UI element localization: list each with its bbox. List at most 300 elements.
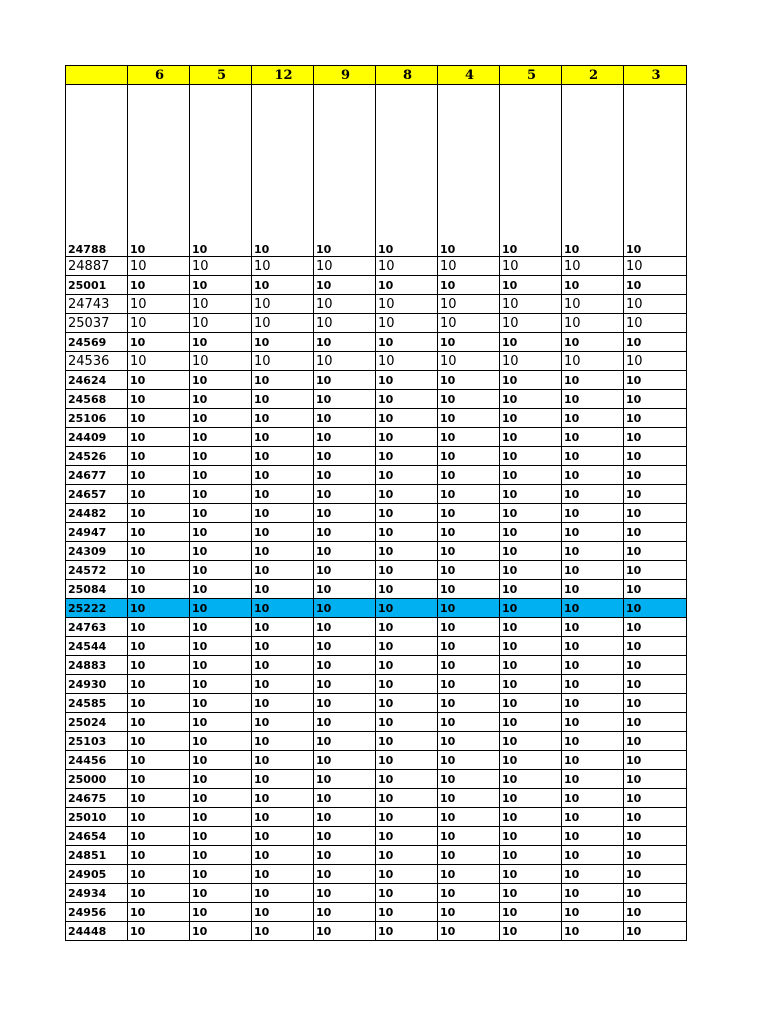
value-cell: 10 <box>562 656 624 675</box>
value-cell: 10 <box>438 523 500 542</box>
value-cell: 10 <box>128 713 190 732</box>
value-cell: 10 <box>562 333 624 352</box>
value-cell: 10 <box>438 542 500 561</box>
value-cell: 10 <box>314 371 376 390</box>
value-cell: 10 <box>500 428 562 447</box>
value-cell: 10 <box>128 732 190 751</box>
value-cell: 10 <box>376 447 438 466</box>
value-cell: 10 <box>500 580 562 599</box>
value-cell: 10 <box>500 504 562 523</box>
value-cell: 10 <box>376 827 438 846</box>
value-cell: 10 <box>624 827 687 846</box>
row-id-cell: 24526 <box>66 447 128 466</box>
value-cell: 10 <box>128 276 190 295</box>
value-cell: 10 <box>376 694 438 713</box>
value-cell: 10 <box>624 865 687 884</box>
value-cell: 10 <box>376 713 438 732</box>
value-cell: 10 <box>376 523 438 542</box>
value-cell: 10 <box>128 409 190 428</box>
value-cell: 10 <box>252 466 314 485</box>
value-cell: 10 <box>562 295 624 314</box>
value-cell: 10 <box>314 713 376 732</box>
value-cell: 10 <box>190 789 252 808</box>
table-row <box>66 656 687 675</box>
value-cell: 10 <box>252 789 314 808</box>
header-cell: 12 <box>252 66 314 85</box>
table-row <box>66 580 687 599</box>
value-cell: 10 <box>190 428 252 447</box>
value-cell: 10 <box>438 694 500 713</box>
header-cell: 8 <box>376 66 438 85</box>
value-cell: 10 <box>376 333 438 352</box>
table-row <box>66 371 687 390</box>
header-row <box>66 66 687 85</box>
value-cell: 10 <box>438 656 500 675</box>
value-cell: 10 <box>376 409 438 428</box>
table-row <box>66 276 687 295</box>
value-cell: 10 <box>190 314 252 333</box>
value-cell: 10 <box>562 409 624 428</box>
value-cell: 10 <box>376 85 438 257</box>
header-cell: 3 <box>624 66 687 85</box>
value-cell: 10 <box>376 808 438 827</box>
value-cell: 10 <box>252 257 314 276</box>
value-cell: 10 <box>128 561 190 580</box>
value-cell: 10 <box>376 922 438 941</box>
value-cell: 10 <box>190 903 252 922</box>
value-cell: 10 <box>438 295 500 314</box>
value-cell: 10 <box>252 599 314 618</box>
value-cell: 10 <box>562 922 624 941</box>
table-row <box>66 447 687 466</box>
value-cell: 10 <box>314 599 376 618</box>
value-cell: 10 <box>376 390 438 409</box>
row-id-cell: 24657 <box>66 485 128 504</box>
value-cell: 10 <box>128 333 190 352</box>
header-cell: 5 <box>190 66 252 85</box>
value-cell: 10 <box>190 257 252 276</box>
value-cell: 10 <box>376 865 438 884</box>
table-row <box>66 542 687 561</box>
table-row <box>66 770 687 789</box>
value-cell: 10 <box>252 884 314 903</box>
value-cell: 10 <box>376 580 438 599</box>
table-row <box>66 789 687 808</box>
row-id-cell: 25084 <box>66 580 128 599</box>
row-id-cell: 24677 <box>66 466 128 485</box>
value-cell: 10 <box>314 447 376 466</box>
value-cell: 10 <box>128 846 190 865</box>
value-cell: 10 <box>252 694 314 713</box>
value-cell: 10 <box>314 390 376 409</box>
value-cell: 10 <box>314 846 376 865</box>
value-cell: 10 <box>376 846 438 865</box>
value-cell: 10 <box>190 276 252 295</box>
value-cell: 10 <box>128 808 190 827</box>
value-cell: 10 <box>624 257 687 276</box>
table-row <box>66 808 687 827</box>
value-cell: 10 <box>562 751 624 770</box>
value-cell: 10 <box>314 257 376 276</box>
value-cell: 10 <box>562 789 624 808</box>
value-cell: 10 <box>562 846 624 865</box>
value-cell: 10 <box>252 295 314 314</box>
value-cell: 10 <box>252 542 314 561</box>
value-cell: 10 <box>190 865 252 884</box>
value-cell: 10 <box>500 618 562 637</box>
value-cell: 10 <box>500 770 562 789</box>
row-id-cell: 25001 <box>66 276 128 295</box>
value-cell: 10 <box>190 884 252 903</box>
row-id-cell: 24654 <box>66 827 128 846</box>
value-cell: 10 <box>252 523 314 542</box>
value-cell: 10 <box>314 865 376 884</box>
row-id-cell: 24456 <box>66 751 128 770</box>
header-cell: 9 <box>314 66 376 85</box>
value-cell: 10 <box>252 314 314 333</box>
value-cell: 10 <box>562 884 624 903</box>
value-cell: 10 <box>500 884 562 903</box>
row-id-cell: 24409 <box>66 428 128 447</box>
value-cell: 10 <box>376 295 438 314</box>
table-row <box>66 865 687 884</box>
value-cell: 10 <box>314 485 376 504</box>
value-cell: 10 <box>314 656 376 675</box>
value-cell: 10 <box>438 447 500 466</box>
row-id-cell: 25222 <box>66 599 128 618</box>
value-cell: 10 <box>252 561 314 580</box>
value-cell: 10 <box>500 333 562 352</box>
value-cell: 10 <box>438 865 500 884</box>
table-row <box>66 314 687 333</box>
value-cell: 10 <box>376 466 438 485</box>
value-cell: 10 <box>624 732 687 751</box>
value-cell: 10 <box>190 542 252 561</box>
value-cell: 10 <box>562 542 624 561</box>
value-cell: 10 <box>128 580 190 599</box>
table-row <box>66 694 687 713</box>
table-row <box>66 713 687 732</box>
value-cell: 10 <box>376 542 438 561</box>
table-row <box>66 466 687 485</box>
value-cell: 10 <box>190 504 252 523</box>
value-cell: 10 <box>190 694 252 713</box>
value-cell: 10 <box>314 827 376 846</box>
row-id-cell: 24763 <box>66 618 128 637</box>
value-cell: 10 <box>376 485 438 504</box>
value-cell: 10 <box>128 352 190 371</box>
value-cell: 10 <box>438 314 500 333</box>
value-cell: 10 <box>438 85 500 257</box>
row-id-cell: 24788 <box>66 85 128 257</box>
value-cell: 10 <box>624 314 687 333</box>
value-cell: 10 <box>438 352 500 371</box>
value-cell: 10 <box>252 390 314 409</box>
value-cell: 10 <box>562 390 624 409</box>
value-cell: 10 <box>562 257 624 276</box>
value-cell: 10 <box>500 352 562 371</box>
value-cell: 10 <box>624 808 687 827</box>
table-row <box>66 333 687 352</box>
value-cell: 10 <box>438 808 500 827</box>
value-cell: 10 <box>376 599 438 618</box>
value-cell: 10 <box>438 846 500 865</box>
header-cell-id <box>66 66 128 85</box>
row-id-cell: 25103 <box>66 732 128 751</box>
value-cell: 10 <box>500 371 562 390</box>
value-cell: 10 <box>624 85 687 257</box>
header-cell: 5 <box>500 66 562 85</box>
value-cell: 10 <box>562 694 624 713</box>
value-cell: 10 <box>500 561 562 580</box>
row-id-cell: 24482 <box>66 504 128 523</box>
value-cell: 10 <box>624 884 687 903</box>
value-cell: 10 <box>376 561 438 580</box>
value-cell: 10 <box>500 922 562 941</box>
value-cell: 10 <box>438 504 500 523</box>
value-cell: 10 <box>190 447 252 466</box>
value-cell: 10 <box>314 428 376 447</box>
row-id-cell: 24930 <box>66 675 128 694</box>
value-cell: 10 <box>314 409 376 428</box>
value-cell: 10 <box>128 314 190 333</box>
value-cell: 10 <box>128 371 190 390</box>
table-row <box>66 352 687 371</box>
value-cell: 10 <box>190 656 252 675</box>
value-cell: 10 <box>190 352 252 371</box>
value-cell: 10 <box>128 656 190 675</box>
value-cell: 10 <box>190 561 252 580</box>
value-cell: 10 <box>376 903 438 922</box>
value-cell: 10 <box>252 846 314 865</box>
value-cell: 10 <box>500 599 562 618</box>
value-cell: 10 <box>190 295 252 314</box>
value-cell: 10 <box>252 447 314 466</box>
value-cell: 10 <box>376 504 438 523</box>
value-cell: 10 <box>500 694 562 713</box>
value-cell: 10 <box>252 713 314 732</box>
row-id-cell: 24544 <box>66 637 128 656</box>
value-cell: 10 <box>376 789 438 808</box>
table-row <box>66 390 687 409</box>
value-cell: 10 <box>500 675 562 694</box>
value-cell: 10 <box>500 903 562 922</box>
value-cell: 10 <box>624 466 687 485</box>
value-cell: 10 <box>624 789 687 808</box>
value-cell: 10 <box>190 770 252 789</box>
value-cell: 10 <box>252 333 314 352</box>
row-id-cell: 25000 <box>66 770 128 789</box>
value-cell: 10 <box>438 751 500 770</box>
value-cell: 10 <box>562 447 624 466</box>
value-cell: 10 <box>438 599 500 618</box>
row-id-cell: 25037 <box>66 314 128 333</box>
value-cell: 10 <box>438 561 500 580</box>
value-cell: 10 <box>500 295 562 314</box>
value-cell: 10 <box>128 85 190 257</box>
value-cell: 10 <box>562 599 624 618</box>
value-cell: 10 <box>500 713 562 732</box>
value-cell: 10 <box>624 656 687 675</box>
value-cell: 10 <box>562 827 624 846</box>
table-row <box>66 751 687 770</box>
value-cell: 10 <box>562 903 624 922</box>
value-cell: 10 <box>624 333 687 352</box>
value-cell: 10 <box>500 485 562 504</box>
value-cell: 10 <box>252 371 314 390</box>
value-cell: 10 <box>190 523 252 542</box>
table-row-highlighted <box>66 599 687 618</box>
value-cell: 10 <box>624 276 687 295</box>
value-cell: 10 <box>252 618 314 637</box>
value-cell: 10 <box>376 257 438 276</box>
value-cell: 10 <box>190 751 252 770</box>
value-cell: 10 <box>438 770 500 789</box>
value-cell: 10 <box>376 884 438 903</box>
value-cell: 10 <box>500 656 562 675</box>
value-cell: 10 <box>128 466 190 485</box>
value-cell: 10 <box>500 789 562 808</box>
row-id-cell: 24883 <box>66 656 128 675</box>
value-cell: 10 <box>624 523 687 542</box>
row-id-cell: 24536 <box>66 352 128 371</box>
value-cell: 10 <box>252 675 314 694</box>
value-cell: 10 <box>624 371 687 390</box>
table-row <box>66 922 687 941</box>
header-cell: 6 <box>128 66 190 85</box>
row-id-cell: 24743 <box>66 295 128 314</box>
value-cell: 10 <box>252 656 314 675</box>
value-cell: 10 <box>438 618 500 637</box>
value-cell: 10 <box>376 276 438 295</box>
header-cell: 4 <box>438 66 500 85</box>
value-cell: 10 <box>438 333 500 352</box>
value-cell: 10 <box>376 637 438 656</box>
value-cell: 10 <box>500 390 562 409</box>
table-row <box>66 523 687 542</box>
value-cell: 10 <box>190 618 252 637</box>
value-cell: 10 <box>624 352 687 371</box>
value-cell: 10 <box>624 295 687 314</box>
value-cell: 10 <box>562 371 624 390</box>
row-id-cell: 24572 <box>66 561 128 580</box>
value-cell: 10 <box>376 732 438 751</box>
value-cell: 10 <box>624 618 687 637</box>
table-row <box>66 846 687 865</box>
value-cell: 10 <box>438 276 500 295</box>
value-cell: 10 <box>500 409 562 428</box>
value-cell: 10 <box>624 675 687 694</box>
value-cell: 10 <box>190 922 252 941</box>
row-id-cell: 25106 <box>66 409 128 428</box>
value-cell: 10 <box>128 447 190 466</box>
value-cell: 10 <box>252 485 314 504</box>
value-cell: 10 <box>190 846 252 865</box>
value-cell: 10 <box>438 257 500 276</box>
value-cell: 10 <box>500 637 562 656</box>
table-row <box>66 85 687 257</box>
value-cell: 10 <box>438 884 500 903</box>
value-cell: 10 <box>624 751 687 770</box>
value-cell: 10 <box>128 618 190 637</box>
value-cell: 10 <box>252 922 314 941</box>
row-id-cell: 24309 <box>66 542 128 561</box>
row-id-cell: 24851 <box>66 846 128 865</box>
row-id-cell: 24887 <box>66 257 128 276</box>
row-id-cell: 24568 <box>66 390 128 409</box>
row-id-cell: 25024 <box>66 713 128 732</box>
value-cell: 10 <box>314 85 376 257</box>
value-cell: 10 <box>624 903 687 922</box>
value-cell: 10 <box>562 485 624 504</box>
value-cell: 10 <box>438 637 500 656</box>
header-cell: 2 <box>562 66 624 85</box>
table-row <box>66 827 687 846</box>
value-cell: 10 <box>500 85 562 257</box>
value-cell: 10 <box>624 428 687 447</box>
table-body <box>66 66 687 941</box>
value-cell: 10 <box>128 295 190 314</box>
value-cell: 10 <box>562 276 624 295</box>
value-cell: 10 <box>500 751 562 770</box>
value-cell: 10 <box>624 713 687 732</box>
value-cell: 10 <box>128 257 190 276</box>
value-cell: 10 <box>128 599 190 618</box>
value-cell: 10 <box>376 352 438 371</box>
value-cell: 10 <box>562 523 624 542</box>
table-row <box>66 903 687 922</box>
value-cell: 10 <box>190 409 252 428</box>
value-cell: 10 <box>314 580 376 599</box>
data-table <box>65 65 687 941</box>
value-cell: 10 <box>314 884 376 903</box>
value-cell: 10 <box>500 732 562 751</box>
value-cell: 10 <box>562 466 624 485</box>
table-row <box>66 428 687 447</box>
value-cell: 10 <box>314 675 376 694</box>
value-cell: 10 <box>376 618 438 637</box>
value-cell: 10 <box>190 732 252 751</box>
value-cell: 10 <box>500 276 562 295</box>
table-row <box>66 485 687 504</box>
value-cell: 10 <box>128 542 190 561</box>
value-cell: 10 <box>190 599 252 618</box>
value-cell: 10 <box>314 808 376 827</box>
row-id-cell: 24624 <box>66 371 128 390</box>
value-cell: 10 <box>314 789 376 808</box>
table-row <box>66 884 687 903</box>
value-cell: 10 <box>252 276 314 295</box>
row-id-cell: 24448 <box>66 922 128 941</box>
value-cell: 10 <box>128 428 190 447</box>
value-cell: 10 <box>128 523 190 542</box>
value-cell: 10 <box>252 637 314 656</box>
value-cell: 10 <box>624 694 687 713</box>
value-cell: 10 <box>128 485 190 504</box>
value-cell: 10 <box>128 884 190 903</box>
value-cell: 10 <box>376 314 438 333</box>
table-row <box>66 637 687 656</box>
value-cell: 10 <box>252 580 314 599</box>
value-cell: 10 <box>624 846 687 865</box>
value-cell: 10 <box>314 694 376 713</box>
table-row <box>66 409 687 428</box>
value-cell: 10 <box>438 713 500 732</box>
value-cell: 10 <box>252 428 314 447</box>
value-cell: 10 <box>314 314 376 333</box>
value-cell: 10 <box>314 542 376 561</box>
value-cell: 10 <box>624 485 687 504</box>
